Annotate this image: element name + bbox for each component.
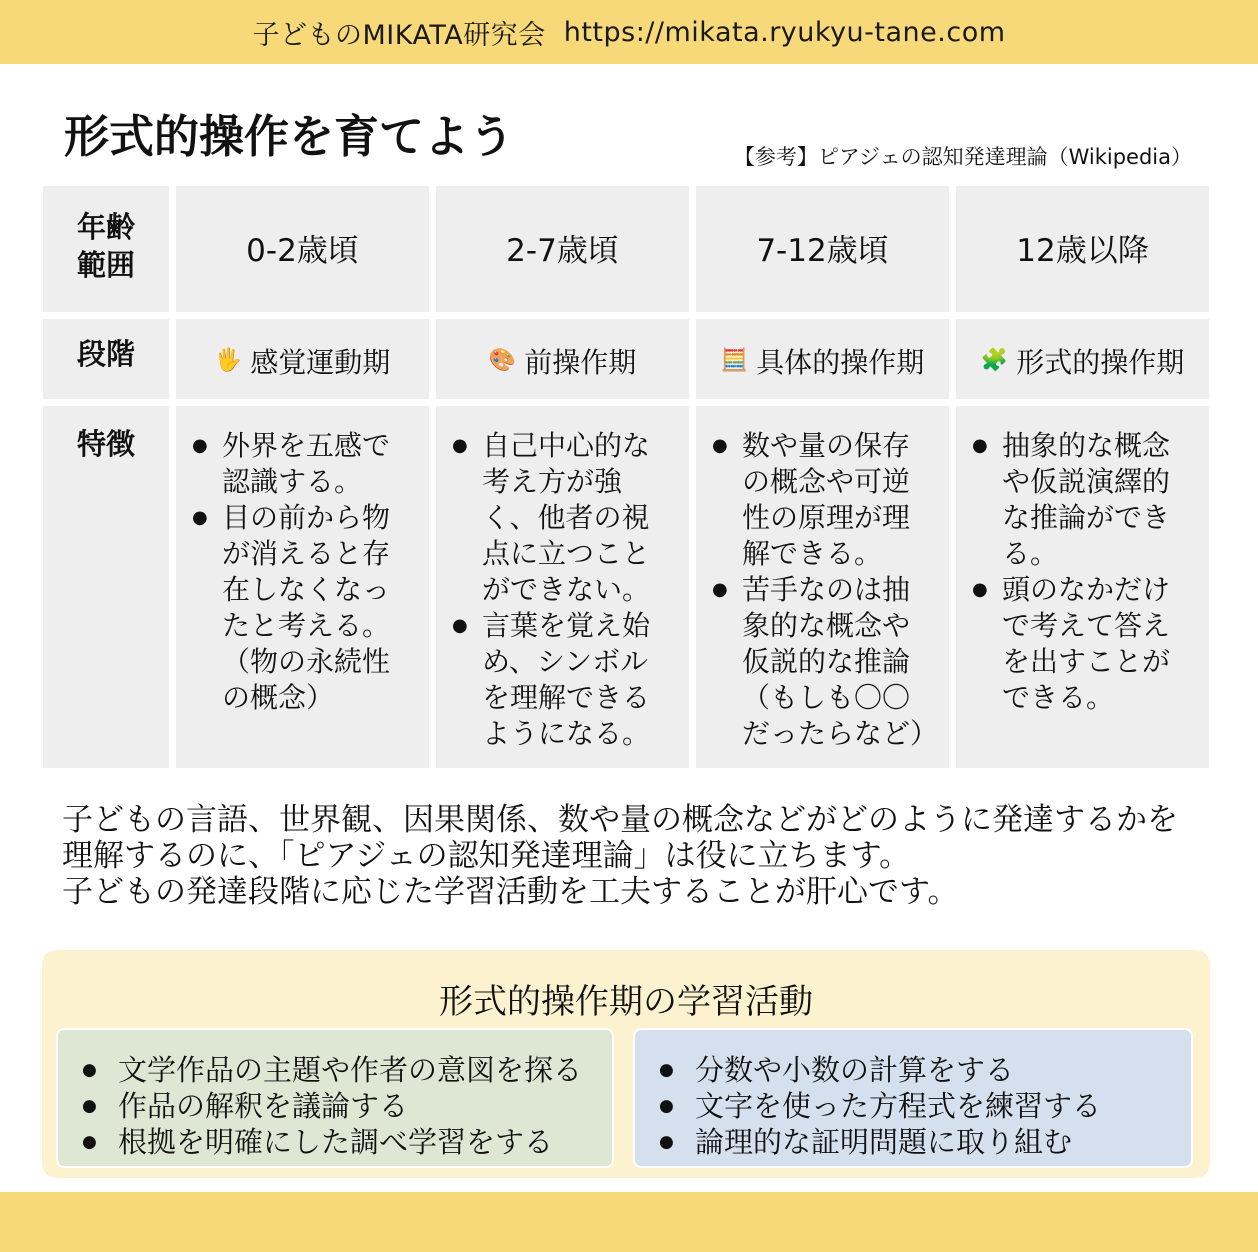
feature-item: ● 苦手なのは抽象的な概念や仮説的な推論（もしも〇〇だったらなど） bbox=[710, 572, 933, 752]
features-cell bbox=[696, 406, 949, 768]
row-header-stage: 段階 bbox=[43, 319, 169, 399]
summary-text bbox=[62, 802, 1212, 910]
features-cell bbox=[176, 406, 429, 768]
age-cell: 2-7歳頃 bbox=[436, 186, 689, 312]
stage-cell bbox=[956, 319, 1209, 399]
org-name: 子どものMIKATA研究会 bbox=[252, 19, 546, 51]
header-band bbox=[0, 0, 1258, 64]
activity-item: ● 論理的な証明問題に取り組む bbox=[655, 1124, 1181, 1160]
feature-item: ● 言葉を覚え始め、シンボルを理解できるようになる。 bbox=[450, 608, 673, 752]
age-cell: 12歳以降 bbox=[956, 186, 1209, 312]
features-cell bbox=[956, 406, 1209, 768]
activity-title: 形式的操作期の学習活動 bbox=[439, 982, 813, 1022]
activity-box-math bbox=[633, 1028, 1193, 1168]
stage-label: 形式的操作期 bbox=[1016, 346, 1185, 379]
stage-label: 具体的操作期 bbox=[756, 346, 925, 379]
row-header-features: 特徴 bbox=[43, 406, 169, 768]
stage-cell bbox=[176, 319, 429, 399]
summary-line: 子どもの言語、世界観、因果関係、数や量の概念などがどのように発達するかを bbox=[62, 802, 1178, 838]
activity-item: ● 文字を使った方程式を練習する bbox=[655, 1088, 1181, 1124]
activity-item: ● 文学作品の主題や作者の意図を探る bbox=[78, 1052, 602, 1088]
reference-link[interactable]: 【参考】ピアジェの認知発達理論（Wikipedia） bbox=[733, 145, 1192, 169]
age-cell: 0-2歳頃 bbox=[176, 186, 429, 312]
features-cell bbox=[436, 406, 689, 768]
feature-item: ● 抽象的な概念や仮説演繹的な推論ができる。 bbox=[970, 428, 1193, 572]
activity-item: ● 作品の解釈を議論する bbox=[78, 1088, 602, 1124]
feature-item: ● 目の前から物が消えると存在しなくなったと考える。（物の永続性の概念） bbox=[190, 500, 413, 716]
page-title: 形式的操作を育てよう bbox=[64, 110, 515, 163]
row-header-age bbox=[43, 186, 169, 312]
summary-line: 理解するのに、「ピアジェの認知発達理論」は役に立ちます。 bbox=[62, 838, 911, 874]
stage-table bbox=[43, 186, 1209, 772]
puzzle-icon: 🧩 bbox=[980, 348, 1009, 373]
feature-item: ● 自己中心的な考え方が強く、他者の視点に立つことができない。 bbox=[450, 428, 673, 608]
age-cell: 7-12歳頃 bbox=[696, 186, 949, 312]
stage-label: 感覚運動期 bbox=[250, 346, 391, 379]
activity-panel bbox=[42, 950, 1210, 1178]
stage-cell bbox=[436, 319, 689, 399]
abacus-icon: 🧮 bbox=[720, 348, 749, 373]
footer-band bbox=[0, 1192, 1258, 1252]
row-header-age-label: 年齢範囲 bbox=[76, 210, 135, 282]
hand-icon: 🖐 bbox=[214, 348, 243, 373]
site-url[interactable]: https://mikata.ryukyu-tane.com bbox=[563, 16, 1006, 48]
stage-label: 前操作期 bbox=[524, 346, 637, 379]
feature-item: ● 外界を五感で認識する。 bbox=[190, 428, 413, 500]
palette-icon: 🎨 bbox=[488, 348, 517, 373]
activity-box-language bbox=[56, 1028, 614, 1168]
activity-item: ● 根拠を明確にした調べ学習をする bbox=[78, 1124, 602, 1160]
feature-item: ● 頭のなかだけで考えて答えを出すことができる。 bbox=[970, 572, 1193, 716]
activity-item: ● 分数や小数の計算をする bbox=[655, 1052, 1181, 1088]
summary-line: 子どもの発達段階に応じた学習活動を工夫することが肝心です。 bbox=[62, 874, 959, 910]
stage-cell bbox=[696, 319, 949, 399]
feature-item: ● 数や量の保存の概念や可逆性の原理が理解できる。 bbox=[710, 428, 933, 572]
